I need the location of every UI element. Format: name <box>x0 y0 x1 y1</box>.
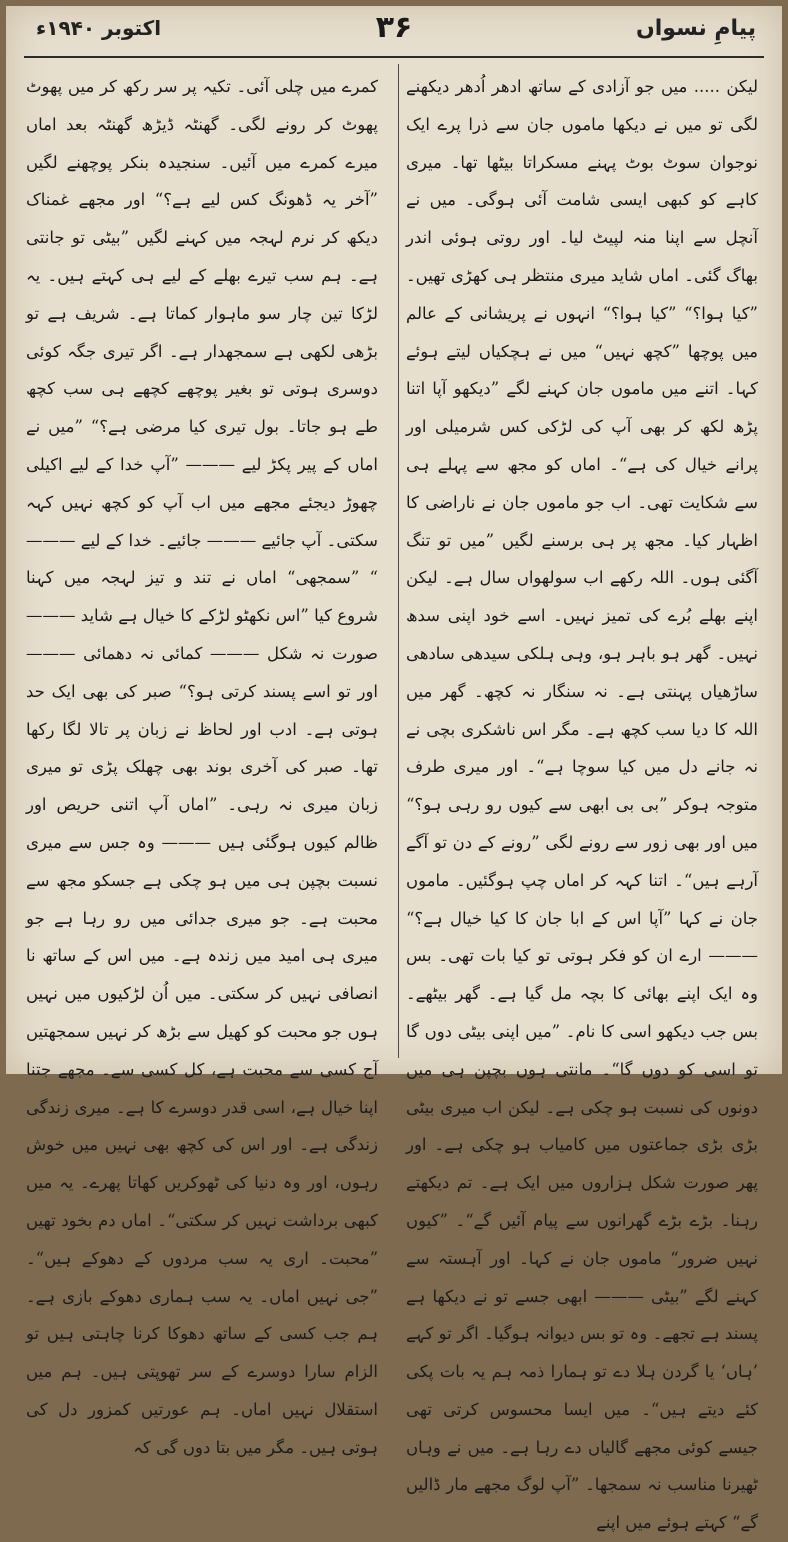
text-column-left <box>26 68 378 1457</box>
column-right-text: لیکن ..... میں جو آزادی کے ساتھ ادھر اُدھر دیکھنے لگی تو میں نے دیکھا ماموں جان سے ذرا پرے ایک نوجوان سوٹ بوٹ پہنے مسکراتا بیٹھا تھا۔ میری کاہے کو کبھی ایسی شامت آئی ہوگی۔ میں نے آنچل سے اپنا منہ لپیٹ لیا۔ اور روتی ہوئی اندر بھاگ گئی۔ اماں شاید میری منتظر ہی کھڑی تھیں۔ ”کیا ہوا؟“ ”کیا ہوا؟“ انہوں نے پریشانی کے عالم میں پوچھا ”کچھ نہیں“ میں نے ہچکیاں لیتے ہوئے کہا۔ اتنے میں ماموں جان کہنے لگے ”دیکھو آپا اتنا پڑھ لکھ کر بھی آپ کی لڑکی کس شرمیلی اور پرانے خیال کی ہے“۔ اماں کو مجھ سے پہلے ہی سے شکایت تھی۔ اب جو ماموں جان نے ناراضی کا اظہار کیا۔ مجھ پر ہی برسنے لگیں ”میں تو تنگ آگئی ہوں۔ اللہ رکھے اب سولھواں سال ہے۔ لیکن اپنے بھلے بُرے کی تمیز نہیں۔ اسے خود اپنی سدھ نہیں۔ گھر ہو باہر ہو، وہی ہلکی سیدھی سادھی ساڑھیاں پہنتی ہے۔ نہ سنگار نہ کچھ۔ گھر میں اللہ کا دیا سب کچھ ہے۔ مگر اس ناشکری بچی نے نہ جانے دل میں کیا سوچا ہے“۔ اور میری طرف متوجہ ہوکر ”بی بی ابھی سے کیوں رو رہی ہو؟“ میں اور بھی زور سے رونے لگی ”رونے کے دن تو آگے آرہے ہیں“۔ اتنا کہہ کر اماں چپ ہوگئیں۔ ماموں جان نے کہا ”آپا اس کے ابا جان کا کیا خیال ہے؟“ ——— ارے ان کو فکر ہوتی تو کیا بات تھی۔ بس وہ ایک اپنے بھائی کا بچہ مل گیا ہے۔ گھر بیٹھے۔ بس جب دیکھو اسی کا نام۔ ”میں اپنی بیٹی دوں گا تو اسی کو دوں گا“۔ مانتی ہوں بچپن ہی میں دونوں کی نسبت ہو چکی ہے۔ لیکن اب میری بیٹی بڑی بڑی جماعتوں میں کامیاب ہو چکی ہے۔ اور پھر صورت شکل ہزاروں میں ایک ہے۔ تم دیکھتے رہنا۔ بڑے بڑے گھرانوں سے پیام آئیں گے“۔ ”کیوں نہیں ضرور“ ماموں جان نے کہا۔ اور آہستہ سے کہنے لگے ”بیٹی ——— ابھی جسے تو نے دیکھا ہے پسند ہے تجھے۔ وہ تو بس دیوانہ ہوگیا۔ اگر تو کہے ’ہاں‘ یا گردن ہلا دے تو ہمارا ذمہ ہم یہ بات پکی کئے دیتے ہیں“۔ میں ایسا محسوس کرتی تھی جیسے کوئی مجھے گالیاں دے رہا ہے۔ میں نے وہاں ٹھیرنا مناسب نہ سمجھا۔ ”آپ لوگ مجھے مار ڈالیں گے“ کہتے ہوئے میں اپنے <box>406 77 758 1533</box>
column-left-text: کمرے میں چلی آئی۔ تکیہ پر سر رکھ کر میں پھوٹ پھوٹ کر رونے لگی۔ گھنٹہ ڈیڑھ گھنٹہ بعد اماں میرے کمرے میں آئیں۔ سنجیدہ بنکر پوچھنے لگیں ”آخر یہ ڈھونگ کس لیے ہے؟“ اور مجھے غمناک دیکھ کر نرم لہجہ میں کہنے لگیں ”بیٹی تو جانتی ہے۔ ہم سب تیرے بھلے کے لیے ہی کہتے ہیں۔ یہ لڑکا تین چار سو ماہوار کماتا ہے۔ شریف ہے تو بڑھی لکھی ہے سمجھدار ہے۔ اگر تیری جگہ کوئی دوسری ہوتی تو بغیر پوچھے کچھے ہی سب کچھ طے ہو جاتا۔ بول تیری کیا مرضی ہے؟“ ”میں نے اماں کے پیر پکڑ لیے ——— ”آپ خدا کے لیے اکیلی چھوڑ دیجئے مجھے میں اب آپ کو کچھ نہیں کہہ سکتی۔ آپ جائیے ——— جائیے۔ خدا کے لیے ——— “ ”سمجھی“ اماں نے تند و تیز لہجہ میں کہنا شروع کیا ”اس نکھٹو لڑکے کا خیال ہے شاید ——— صورت نہ شکل ——— کمائی نہ دھمائی ——— اور تو اسے پسند کرتی ہو؟“ صبر کی بھی ایک حد ہوتی ہے۔ ادب اور لحاظ نے زبان پر تالا لگا رکھا تھا۔ صبر کی آخری بوند بھی چھلک پڑی تو میری زبان میری نہ رہی۔ ”اماں آپ اتنی حریص اور ظالم کیوں ہوگئی ہیں ——— وہ جس سے میری نسبت بچپن ہی میں ہو چکی ہے جسکو مجھ سے محبت ہے۔ جو میری جدائی میں رو رہا ہے جو میری ہی امید میں زندہ ہے۔ میں اس کے ساتھ نا انصافی نہیں کر سکتی۔ میں اُن لڑکیوں میں نہیں ہوں جو محبت کو کھیل سے بڑھ کر نہیں سمجھتیں آج کسی سے محبت ہے، کل کسی سے۔ مجھے جتنا اپنا خیال ہے، اسی قدر دوسرے کا ہے۔ میری زندگی زندگی ہے۔ اور اس کی کچھ بھی نہیں میں خوش رہوں، اور وہ دنیا کی ٹھوکریں کھاتا پھرے۔ یہ میں کبھی برداشت نہیں کر سکتی“۔ اماں دم بخود تھیں ”محبت۔ اری یہ سب مردوں کے دھوکے ہیں“۔ ”جی نہیں اماں۔ یہ سب ہماری دھوکے بازی ہے۔ ہم جب کسی کے ساتھ دھوکا کرنا چاہتی ہیں تو الزام سارا دوسرے کے سر تھوپتی ہیں۔ ہم میں استقلال نہیں اماں۔ ہم عورتیں کمزور دل کی ہوتی ہیں۔ مگر میں بتا دوں گی کہ <box>26 77 378 1457</box>
text-column-right <box>406 68 758 1533</box>
column-divider <box>398 64 399 1058</box>
header-rule <box>24 56 764 58</box>
page-header <box>6 6 782 54</box>
magazine-title: پیامِ نسواں <box>635 16 756 41</box>
magazine-page <box>6 6 782 1533</box>
issue-date: اکتوبر ۱۹۴۰ء <box>36 16 162 40</box>
page-number: ۳۶ <box>375 10 413 45</box>
